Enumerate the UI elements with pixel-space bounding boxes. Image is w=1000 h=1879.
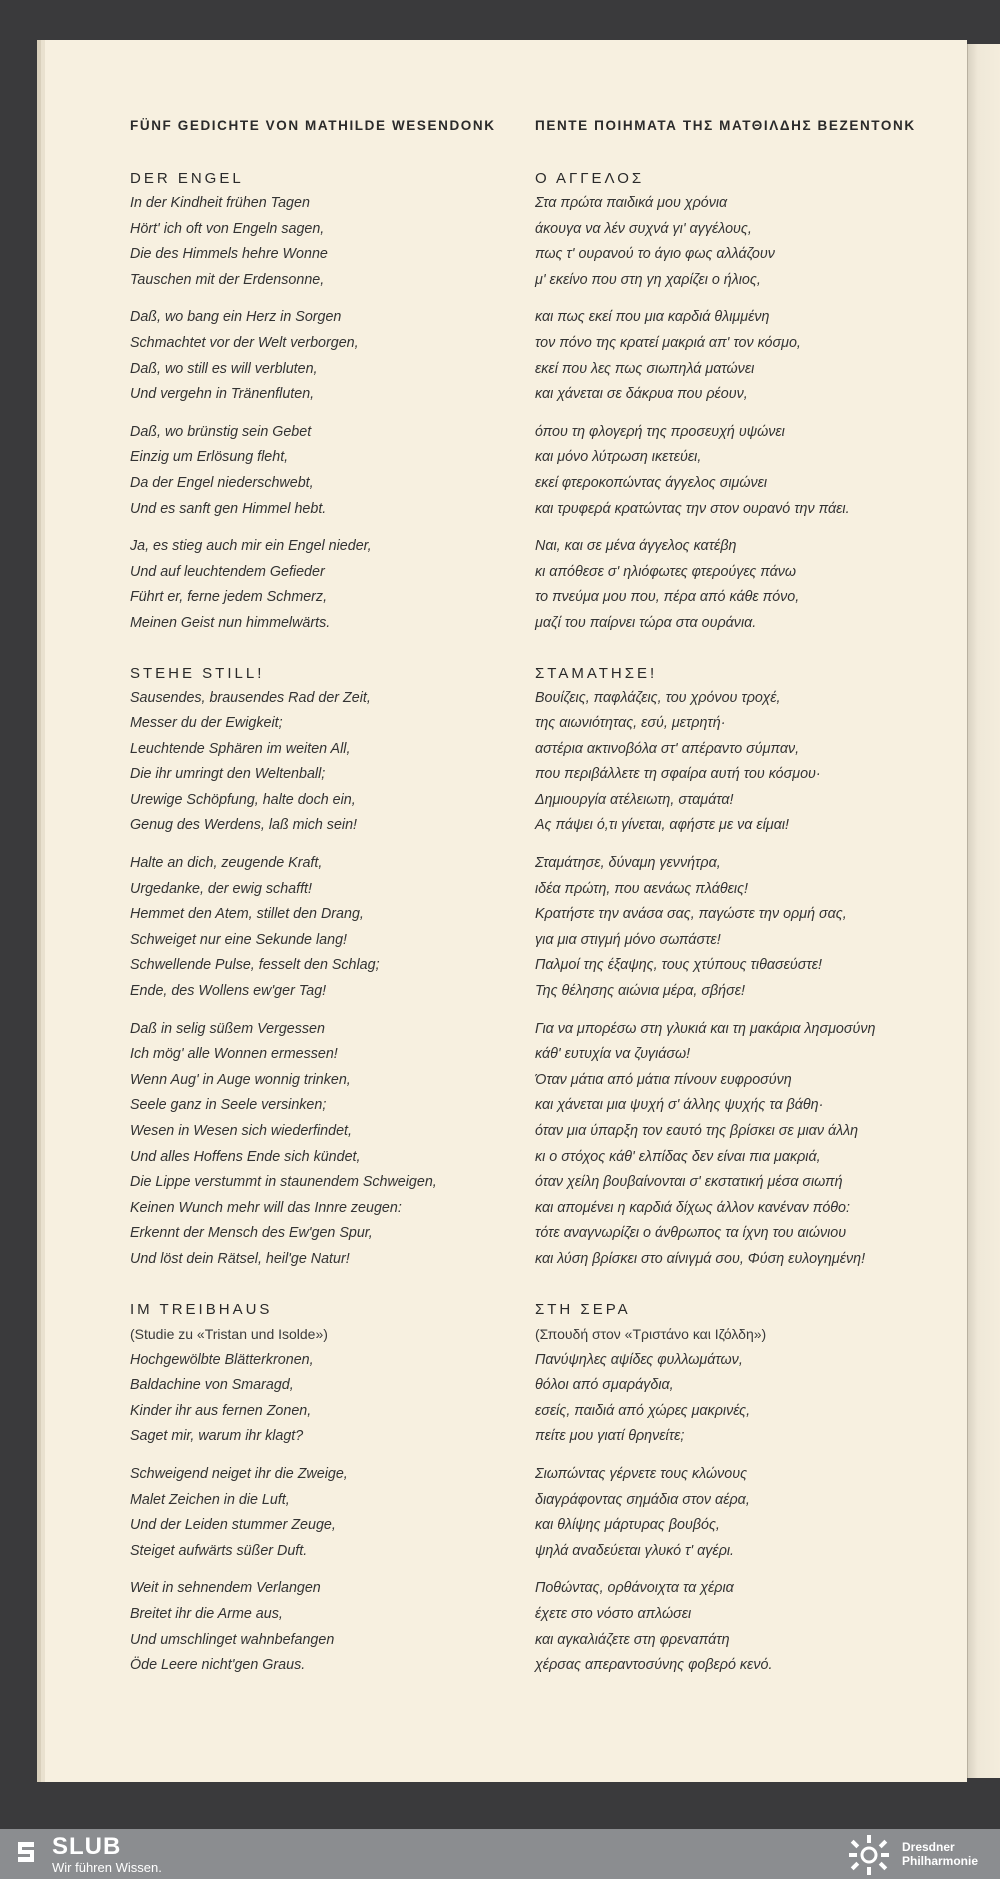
poem-title: STEHE STILL! xyxy=(130,664,265,682)
verse-line: Ja, es stieg auch mir ein Engel nieder, xyxy=(130,538,372,555)
stanza xyxy=(130,686,530,840)
verse-line: Όταν μάτια από μάτια πίνουν ευφροσύνη xyxy=(535,1071,792,1088)
greek-poems xyxy=(535,167,935,1704)
greek-column xyxy=(535,118,935,1704)
verse-line: Schwellende Pulse, fesselt den Schlag; xyxy=(130,957,380,974)
stanza xyxy=(130,534,530,636)
verse-line: και μόνο λύτρωση ικετεύει, xyxy=(535,449,702,466)
verse-line: μαζί του παίρνει τώρα στα ουράνια. xyxy=(535,614,757,631)
verse-line: της αιωνιότητας, εσύ, μετρητή· xyxy=(535,715,726,732)
poem-section xyxy=(130,662,530,1298)
german-poems xyxy=(130,167,530,1704)
poem-subtitle: (Studie zu «Tristan und Isolde») xyxy=(130,1325,328,1342)
verse-line: χέρσας απεραντοσύνης φοβερό κενό. xyxy=(535,1657,773,1674)
verse-line: Messer du der Ewigkeit; xyxy=(130,715,283,732)
verse-line: Ποθώντας, ορθάνοιχτα τα χέρια xyxy=(535,1580,734,1597)
stanza xyxy=(535,1576,935,1678)
verse-line: Und umschlinget wahnbefangen xyxy=(130,1631,335,1648)
verse-line: Erkennt der Mensch des Ew'gen Spur, xyxy=(130,1225,373,1242)
verse-line: Malet Zeichen in die Luft, xyxy=(130,1491,290,1508)
verse-line: Tauschen mit der Erdensonne, xyxy=(130,271,325,288)
verse-line: τότε αναγνωρίζει ο άνθρωπος τα ίχνη του αιώνιου xyxy=(535,1225,847,1242)
verse-line: κι απόθεσε σ' ηλιόφωτες φτερούγες πάνω xyxy=(535,563,797,580)
verse-line: Daß, wo still es will verbluten, xyxy=(130,360,318,377)
verse-line: και χάνεται μια ψυχή σ' άλλης ψυχής τα βάθη· xyxy=(535,1097,824,1114)
verse-line: κάθ' ευτυχία να ζυγιάσω! xyxy=(535,1046,691,1063)
footer-bar xyxy=(0,1829,1000,1879)
stanza xyxy=(535,420,935,522)
verse-line: Die des Himmels hehre Wonne xyxy=(130,246,328,263)
verse-line: Wenn Aug' in Auge wonnig trinken, xyxy=(130,1071,351,1088)
verse-line: εσείς, παιδιά από χώρες μακρινές, xyxy=(535,1402,751,1419)
stanza xyxy=(535,1017,935,1273)
slub-logo-icon xyxy=(16,1839,38,1865)
verse-line: Urewige Schöpfung, halte doch ein, xyxy=(130,791,356,808)
verse-line: ψηλά αναδεύεται γλυκό τ' αγέρι. xyxy=(535,1542,735,1559)
verse-line: εκεί φτεροκοπώντας άγγελος σιμώνει xyxy=(535,474,768,491)
verse-line: Κρατήστε την ανάσα σας, παγώστε την ορμή σας, xyxy=(535,906,847,923)
verse-line: Urgedanke, der ewig schafft! xyxy=(130,880,312,897)
verse-line: που περιβάλλετε τη σφαίρα αυτή του κόσμου· xyxy=(535,766,821,783)
verse-line: Und der Leiden stummer Zeuge, xyxy=(130,1517,336,1534)
verse-line: Und es sanft gen Himmel hebt. xyxy=(130,500,327,517)
verse-line: Daß, wo bang ein Herz in Sorgen xyxy=(130,309,342,326)
stanza xyxy=(535,1348,935,1450)
verse-line: Hemmet den Atem, stillet den Drang, xyxy=(130,906,364,923)
verse-line: Und auf leuchtendem Gefieder xyxy=(130,563,325,580)
verse-line: Wesen in Wesen sich wiederfindet, xyxy=(130,1123,352,1139)
verse-line: Und löst dein Rätsel, heil'ge Natur! xyxy=(130,1250,350,1267)
german-main-title: FÜNF GEDICHTE VON MATHILDE WESENDONK xyxy=(130,117,496,134)
stanza xyxy=(130,1462,530,1564)
philharmonie-wordmark xyxy=(902,1840,978,1868)
poem-title: ΣΤΑΜΑΤΗΣΕ! xyxy=(535,664,658,682)
verse-line: Schweiget nur eine Sekunde lang! xyxy=(130,931,347,948)
verse-line: Weit in sehnendem Verlangen xyxy=(130,1580,321,1597)
verse-line: Στα πρώτα παιδικά μου χρόνια xyxy=(535,195,728,211)
verse-line: εκεί που λες πως σιωπηλά ματώνει xyxy=(535,360,755,377)
verse-line: Steiget aufwärts süßer Duft. xyxy=(130,1542,308,1559)
verse-line: όπου τη φλογερή της προσευχή υψώνει xyxy=(535,423,785,440)
verse-line: Ας πάψει ό,τι γίνεται, αφήστε με να είμαι! xyxy=(535,817,790,834)
verse-line: Ende, des Wollens ew'ger Tag! xyxy=(130,983,327,1000)
verse-line: μ' εκείνο που στη γη χαρίζει ο ήλιος, xyxy=(535,271,761,288)
verse-line: το πνεύμα μου που, πέρα από κάθε πόνο, xyxy=(535,589,800,606)
verse-line: Leuchtende Sphären im weiten All, xyxy=(130,740,351,757)
stanza xyxy=(130,1576,530,1678)
verse-line: και πως εκεί που μια καρδιά θλιμμένη xyxy=(535,309,770,326)
verse-line: Einzig um Erlösung fleht, xyxy=(130,449,289,466)
verse-line: Σταμάτησε, δύναμη γεννήτρα, xyxy=(535,855,721,872)
verse-line: Und alles Hoffens Ende sich kündet, xyxy=(130,1148,361,1165)
next-page-edge xyxy=(967,44,1000,1778)
verse-line: Για να μπορέσω στη γλυκιά και τη μακάρια λησμοσύνη xyxy=(535,1020,876,1037)
verse-line: έχετε στο νόστο απλώσει xyxy=(535,1605,692,1622)
stanza xyxy=(535,1462,935,1564)
verse-line: Πανύψηλες αψίδες φυλλωμάτων, xyxy=(535,1351,743,1368)
verse-line: Της θέλησης αιώνια μέρα, σβήσε! xyxy=(535,983,745,1000)
stanza xyxy=(535,851,935,1005)
poem-section xyxy=(535,1298,935,1704)
verse-line: Die Lippe verstummt in staunendem Schweigen, xyxy=(130,1174,437,1191)
verse-line: ιδέα πρώτη, που αενάως πλάθεις! xyxy=(535,880,749,897)
verse-line: Breitet ihr die Arme aus, xyxy=(130,1605,283,1622)
verse-line: πείτε μου γιατί θρηνείτε; xyxy=(535,1428,685,1445)
poem-title: Ο ΑΓΓΕΛΟΣ xyxy=(535,170,645,187)
verse-line: Hochgewölbte Blätterkronen, xyxy=(130,1351,314,1368)
stanza xyxy=(535,686,935,840)
verse-line: όταν χείλη βουβαίνονται σ' εκστατική μέσα σιωπή xyxy=(535,1174,843,1191)
verse-line: Daß in selig süßem Vergessen xyxy=(130,1020,325,1037)
verse-line: διαγράφοντας σημάδια στον αέρα, xyxy=(535,1491,750,1508)
german-column xyxy=(130,118,530,1704)
verse-line: Ich mög' alle Wonnen ermessen! xyxy=(130,1046,338,1063)
verse-line: για μια στιγμή μόνο σωπάστε! xyxy=(535,931,721,948)
stanza xyxy=(130,1017,530,1273)
verse-line: κι ο στόχος κάθ' ελπίδας δεν είναι πια μακριά, xyxy=(535,1148,821,1165)
verse-line: και απομένει η καρδιά δίχως άλλον κανέναν πόθο: xyxy=(535,1199,850,1216)
verse-line: Saget mir, warum ihr klagt? xyxy=(130,1428,304,1445)
verse-line: άκουγα να λέν συχνά γι' αγγέλους, xyxy=(535,220,752,237)
stanza xyxy=(130,851,530,1005)
verse-line: Keinen Wunch mehr will das Innre zeugen: xyxy=(130,1199,402,1216)
poem-section xyxy=(535,662,935,1298)
verse-line: Βουίζεις, παφλάζεις, του χρόνου τροχέ, xyxy=(535,689,781,706)
verse-line: Da der Engel niederschwebt, xyxy=(130,474,314,491)
philharmonie-line1: Dresdner xyxy=(902,1840,955,1854)
stanza xyxy=(130,191,530,293)
verse-line: Öde Leere nicht'gen Graus. xyxy=(130,1657,306,1674)
slub-tagline: Wir führen Wissen. xyxy=(52,1860,162,1875)
stanza xyxy=(130,305,530,407)
verse-line: Die ihr umringt den Weltenball; xyxy=(130,766,326,783)
stanza xyxy=(535,191,935,293)
verse-line: και θλίψης μάρτυρας βουβός, xyxy=(535,1517,720,1534)
verse-line: Hört' ich oft von Engeln sagen, xyxy=(130,220,325,237)
poem-section xyxy=(130,167,530,662)
verse-line: θόλοι από σμαράγδια, xyxy=(535,1377,674,1394)
verse-line: Halte an dich, zeugende Kraft, xyxy=(130,855,323,872)
poem-title: DER ENGEL xyxy=(130,170,244,187)
poem-section xyxy=(535,167,935,662)
philharmonie-logo-icon xyxy=(843,1833,895,1877)
verse-line: Kinder ihr aus fernen Zonen, xyxy=(130,1402,312,1419)
verse-line: In der Kindheit frühen Tagen xyxy=(130,195,310,211)
verse-line: Schweigend neiget ihr die Zweige, xyxy=(130,1465,348,1482)
verse-line: αστέρια ακτινοβόλα στ' απέραντο σύμπαν, xyxy=(535,740,800,757)
verse-line: όταν μια ύπαρξη τον εαυτό της βρίσκει σε μιαν άλλη xyxy=(535,1123,859,1139)
stanza xyxy=(130,1348,530,1450)
slub-name: SLUB xyxy=(52,1833,122,1860)
verse-line: και αγκαλιάζετε στη φρεναπάτη xyxy=(535,1631,730,1648)
philharmonie-line2: Philharmonie xyxy=(902,1854,979,1868)
verse-line: Baldachine von Smaragd, xyxy=(130,1377,294,1394)
verse-line: Schmachtet vor der Welt verborgen, xyxy=(130,334,359,351)
poem-title: IM TREIBHAUS xyxy=(130,1300,273,1318)
verse-line: και χάνεται σε δάκρυα που ρέουν, xyxy=(535,386,748,403)
verse-line: Δημιουργία ατέλειωτη, σταμάτα! xyxy=(535,791,734,808)
verse-line: Meinen Geist nun himmelwärts. xyxy=(130,614,331,631)
verse-line: Παλμοί της έξαψης, τους χτύπους τιθασεύστε! xyxy=(535,957,822,974)
verse-line: και τρυφερά κρατώντας την στον ουρανό την πάει. xyxy=(535,500,850,517)
verse-line: τον πόνο της κρατεί μακριά απ' τον κόσμο, xyxy=(535,334,801,351)
stanza xyxy=(535,305,935,407)
greek-main-title: ΠΕΝΤΕ ΠΟΙΗΜΑΤΑ ΤΗΣ ΜΑΤΘΙΛΔΗΣ ΒΕΖΕΝΤΟΝΚ xyxy=(535,117,916,134)
verse-line: Sausendes, brausendes Rad der Zeit, xyxy=(130,689,371,706)
verse-line: Seele ganz in Seele versinken; xyxy=(130,1097,327,1114)
verse-line: Daß, wo brünstig sein Gebet xyxy=(130,423,312,440)
stanza xyxy=(535,534,935,636)
verse-line: και λύση βρίσκει στο αίνιγμά σου, Φύση ευλογημένη! xyxy=(535,1250,866,1267)
verse-line: Führt er, ferne jedem Schmerz, xyxy=(130,589,328,606)
verse-line: Und vergehn in Tränenfluten, xyxy=(130,386,315,403)
verse-line: Genug des Werdens, laß mich sein! xyxy=(130,817,358,834)
poem-subtitle: (Σπουδή στον «Τριστάνο και Ιζόλδη») xyxy=(535,1325,767,1342)
verse-line: Ναι, και σε μένα άγγελος κατέβη xyxy=(535,538,737,555)
verse-line: Σιωπώντας γέρνετε τους κλώνους xyxy=(535,1465,748,1482)
poem-section xyxy=(130,1298,530,1704)
poem-title: ΣΤΗ ΣΕΡΑ xyxy=(535,1300,631,1318)
stanza xyxy=(130,420,530,522)
verse-line: πως τ' ουρανού το άγιο φως αλλάζουν xyxy=(535,246,775,263)
